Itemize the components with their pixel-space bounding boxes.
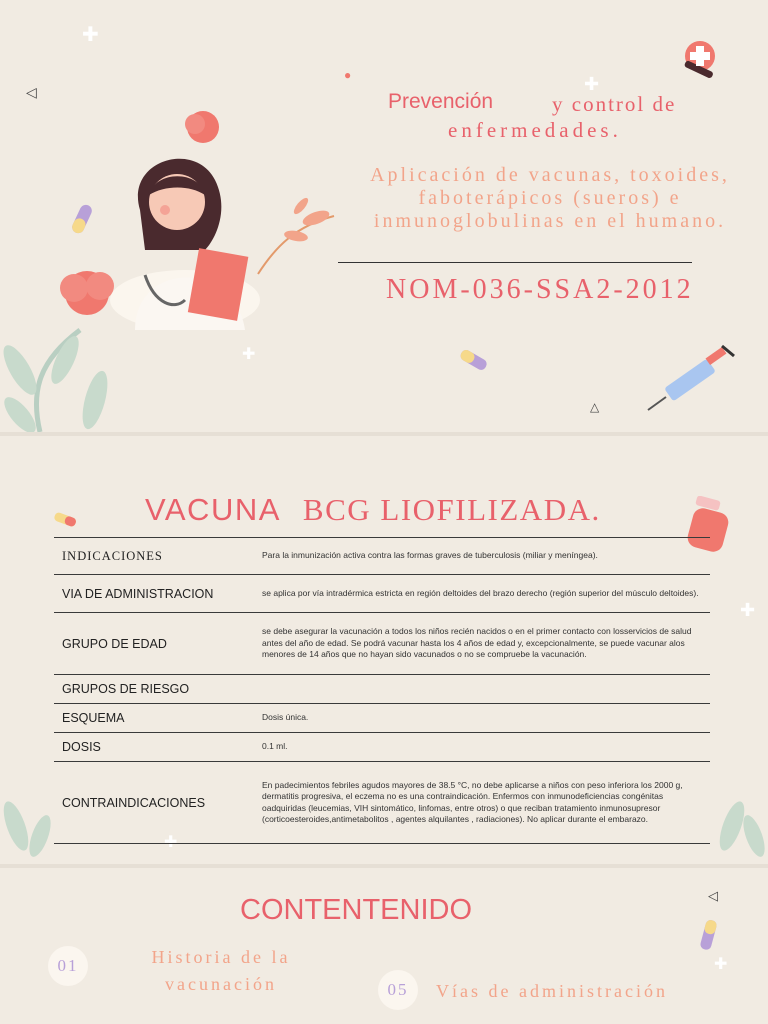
contents-heading: CONTENTENIDO bbox=[240, 894, 472, 926]
cover-title-b: y control de bbox=[552, 92, 677, 116]
vaccine-heading-a: VACUNA bbox=[145, 492, 281, 527]
row-label: INDICACIONES bbox=[54, 538, 262, 575]
contents-item[interactable]: Historia de la vacunación bbox=[151, 947, 291, 994]
table-row bbox=[54, 675, 710, 704]
dot-icon: ● bbox=[344, 68, 352, 82]
contents-number: 05 bbox=[378, 970, 418, 1010]
vaccine-heading bbox=[145, 492, 601, 528]
pill-icon bbox=[52, 512, 78, 528]
table-row bbox=[54, 733, 710, 762]
sparkle-icon: ✚ bbox=[82, 24, 99, 46]
first-aid-icon bbox=[680, 38, 720, 78]
syringe-icon bbox=[646, 342, 738, 414]
sparkle-icon: ✚ bbox=[164, 834, 178, 851]
leaf-icon bbox=[256, 196, 340, 276]
row-label: GRUPO DE EDAD bbox=[54, 613, 262, 675]
leaf-icon bbox=[0, 786, 60, 864]
row-value: se debe asegurar la vacunación a todos los niños recién nacidos o en el primer contacto con losservicios de salud antes del año de edad. Se podrá vacunar hasta los 4 años de edad y, excepcionalmente, se puede vacunar alos menores de 14 años que no hayan sido vacunados o no se compruebe la vacunación. bbox=[262, 613, 710, 675]
sparkle-icon: ✚ bbox=[714, 956, 728, 973]
pill-icon bbox=[456, 346, 490, 374]
row-label: CONTRAINDICACIONES bbox=[54, 762, 262, 844]
vaccine-table bbox=[54, 537, 710, 844]
triangle-icon: ◁ bbox=[26, 84, 37, 100]
pill-icon bbox=[68, 202, 98, 238]
table-row bbox=[54, 575, 710, 613]
leaf-icon bbox=[712, 786, 768, 864]
triangle-icon: △ bbox=[590, 400, 600, 414]
row-label: VIA DE ADMINISTRACION bbox=[54, 575, 262, 613]
row-value: Para la inmunización activa contra las formas graves de tuberculosis (miliar y meníngea). bbox=[262, 538, 710, 575]
doctor-illustration bbox=[105, 140, 265, 330]
pill-icon bbox=[698, 918, 720, 952]
row-label: ESQUEMA bbox=[54, 704, 262, 733]
row-label: DOSIS bbox=[54, 733, 262, 762]
row-value bbox=[262, 675, 710, 704]
table-row bbox=[54, 613, 710, 675]
vaccine-heading-b: BCG LIOFILIZADA. bbox=[302, 492, 601, 527]
row-value: Dosis única. bbox=[262, 704, 710, 733]
sparkle-icon: ✚ bbox=[584, 74, 600, 94]
divider bbox=[338, 262, 692, 263]
cover-title-a: Prevención bbox=[388, 90, 494, 113]
row-value: 0.1 ml. bbox=[262, 733, 710, 762]
cover-page bbox=[0, 0, 768, 432]
triangle-icon: ◁ bbox=[708, 888, 718, 903]
cover-subtitle: Aplicación de vacunas, toxoides, faboterápicos (sueros) e inmunoglobulinas en el humano. bbox=[370, 164, 730, 232]
sparkle-icon: ✚ bbox=[242, 346, 256, 363]
row-label: GRUPOS DE RIESGO bbox=[54, 675, 262, 704]
contents-number: 01 bbox=[48, 946, 88, 986]
table-row bbox=[54, 538, 710, 575]
row-value: se aplica por vía intradérmica estricta en región deltoides del brazo derecho (región superior del músculo deltoides). bbox=[262, 575, 710, 613]
table-row bbox=[54, 762, 710, 844]
row-value: En padecimientos febriles agudos mayores de 38.5 °C, no debe aplicarse a niños con peso inferiora los 2000 g, dermatitis progresiva, el eczema no es una contraindicación. Enfermos con inmunodeficiencias congénitas oadquiridas (leucemias, VIH sintomático, linfomas, entre otros) o que reciban tratamiento inmunosupresor (corticoesteroides,antimetabolitos , agentes alquilantes , radiaciones). No aplicar durante el embarazo. bbox=[262, 762, 710, 844]
contents-item[interactable]: Vías de administración bbox=[436, 981, 668, 1001]
norm-code: NOM-036-SSA2-2012 bbox=[386, 274, 694, 305]
sparkle-icon: ✚ bbox=[740, 600, 756, 620]
cover-title-c: enfermedades. bbox=[448, 118, 622, 142]
table-row bbox=[54, 704, 710, 733]
